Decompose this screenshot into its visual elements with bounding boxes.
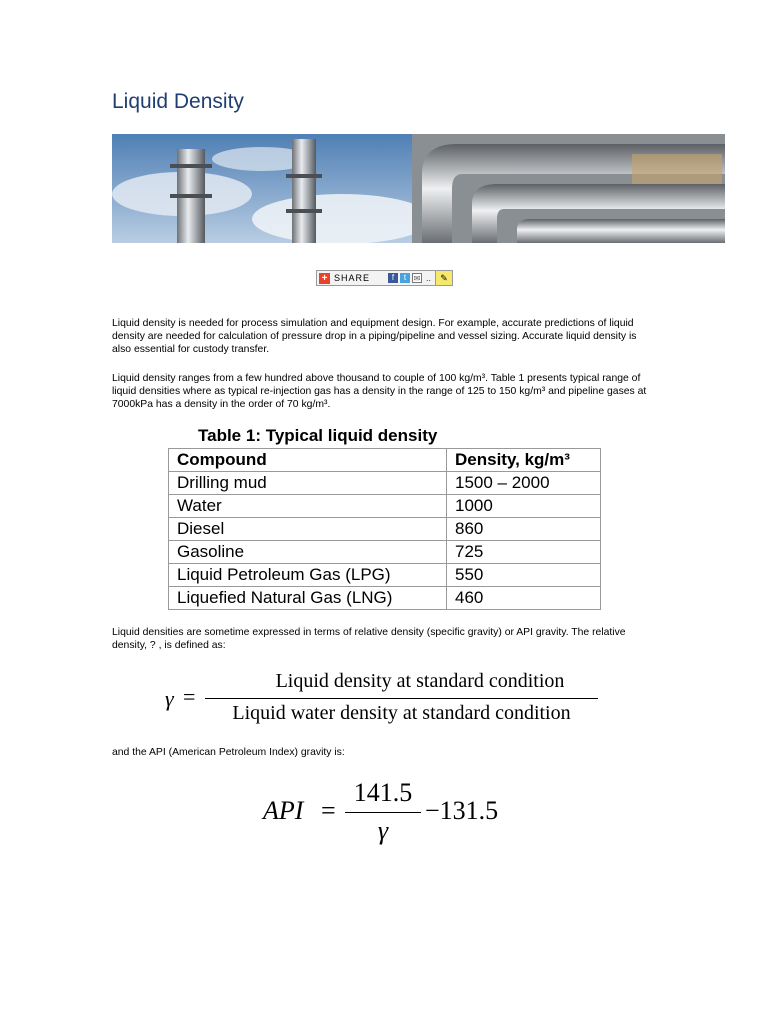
compound-cell: Diesel xyxy=(169,518,447,541)
plus-icon: + xyxy=(319,273,330,284)
facebook-icon[interactable]: f xyxy=(388,273,398,283)
column-header-density: Density, kg/m³ xyxy=(447,449,601,472)
compound-cell: Liquefied Natural Gas (LNG) xyxy=(169,587,447,610)
density-cell: 550 xyxy=(447,564,601,587)
api-paragraph: and the API (American Petroleum Index) gravity is: xyxy=(112,747,345,758)
formula-numerator: Liquid density at standard condition xyxy=(275,670,565,692)
compound-cell: Drilling mud xyxy=(169,472,447,495)
page-title: Liquid Density xyxy=(112,90,244,113)
banner-image xyxy=(112,134,725,243)
compound-cell: Water xyxy=(169,495,447,518)
table-row xyxy=(169,541,601,564)
table-row xyxy=(169,564,601,587)
density-cell: 1000 xyxy=(447,495,601,518)
share-button[interactable] xyxy=(316,270,453,286)
formula-gamma: γ xyxy=(165,686,174,711)
relative-density-formula xyxy=(165,668,605,728)
intro-paragraph: Liquid density is needed for process simulation and equipment design. For example, accurate predictions of liquid density are needed for calculation of pressure drop in a piping/pipeline and vessel sizing. Accurate liquid density is also essential for custody transfer. xyxy=(112,318,637,355)
fraction-bar xyxy=(345,812,421,813)
formula-denominator: γ xyxy=(377,816,389,845)
more-icon[interactable]: .. xyxy=(426,273,432,283)
formula-api: API xyxy=(263,796,304,825)
formula-numerator: 141.5 xyxy=(353,778,413,807)
density-range-paragraph: Liquid density ranges from a few hundred above thousand to couple of 100 kg/m³. Table 1 presents typical range of liquid densities where as typical re-injection gas has a density in the range of 125 to 150 kg/m³ and pipeline gases at 7000kPa has a density in the order of 70 kg/m³. xyxy=(112,373,647,410)
table-header-row xyxy=(169,449,601,472)
compound-cell: Gasoline xyxy=(169,541,447,564)
density-cell: 725 xyxy=(447,541,601,564)
table-row xyxy=(169,472,601,495)
api-gravity-formula xyxy=(263,778,513,853)
table-row xyxy=(169,587,601,610)
formula-denominator: Liquid water density at standard condition xyxy=(232,702,571,724)
compound-cell: Liquid Petroleum Gas (LPG) xyxy=(169,564,447,587)
density-cell: 1500 – 2000 xyxy=(447,472,601,495)
table-row xyxy=(169,518,601,541)
column-header-compound: Compound xyxy=(169,449,447,472)
share-label: SHARE xyxy=(334,273,371,283)
formula-equals: = xyxy=(321,796,336,825)
table-row xyxy=(169,495,601,518)
email-icon[interactable]: ✉ xyxy=(413,274,421,283)
density-table xyxy=(168,448,601,610)
formula-equals: = xyxy=(183,684,196,709)
twitter-icon[interactable]: t xyxy=(400,273,410,283)
refinery-pipes-illustration xyxy=(112,134,725,243)
density-cell: 460 xyxy=(447,587,601,610)
formula-subtraction: −131.5 xyxy=(425,796,499,825)
fraction-bar xyxy=(205,698,598,699)
relative-density-paragraph: Liquid densities are sometime expressed in terms of relative density (specific gravity) or API gravity. The relative density, ? , is defined as: xyxy=(112,627,626,651)
density-cell: 860 xyxy=(447,518,601,541)
table-title: Table 1: Typical liquid density xyxy=(198,426,438,445)
bookmark-icon[interactable]: ✎ xyxy=(435,271,452,285)
